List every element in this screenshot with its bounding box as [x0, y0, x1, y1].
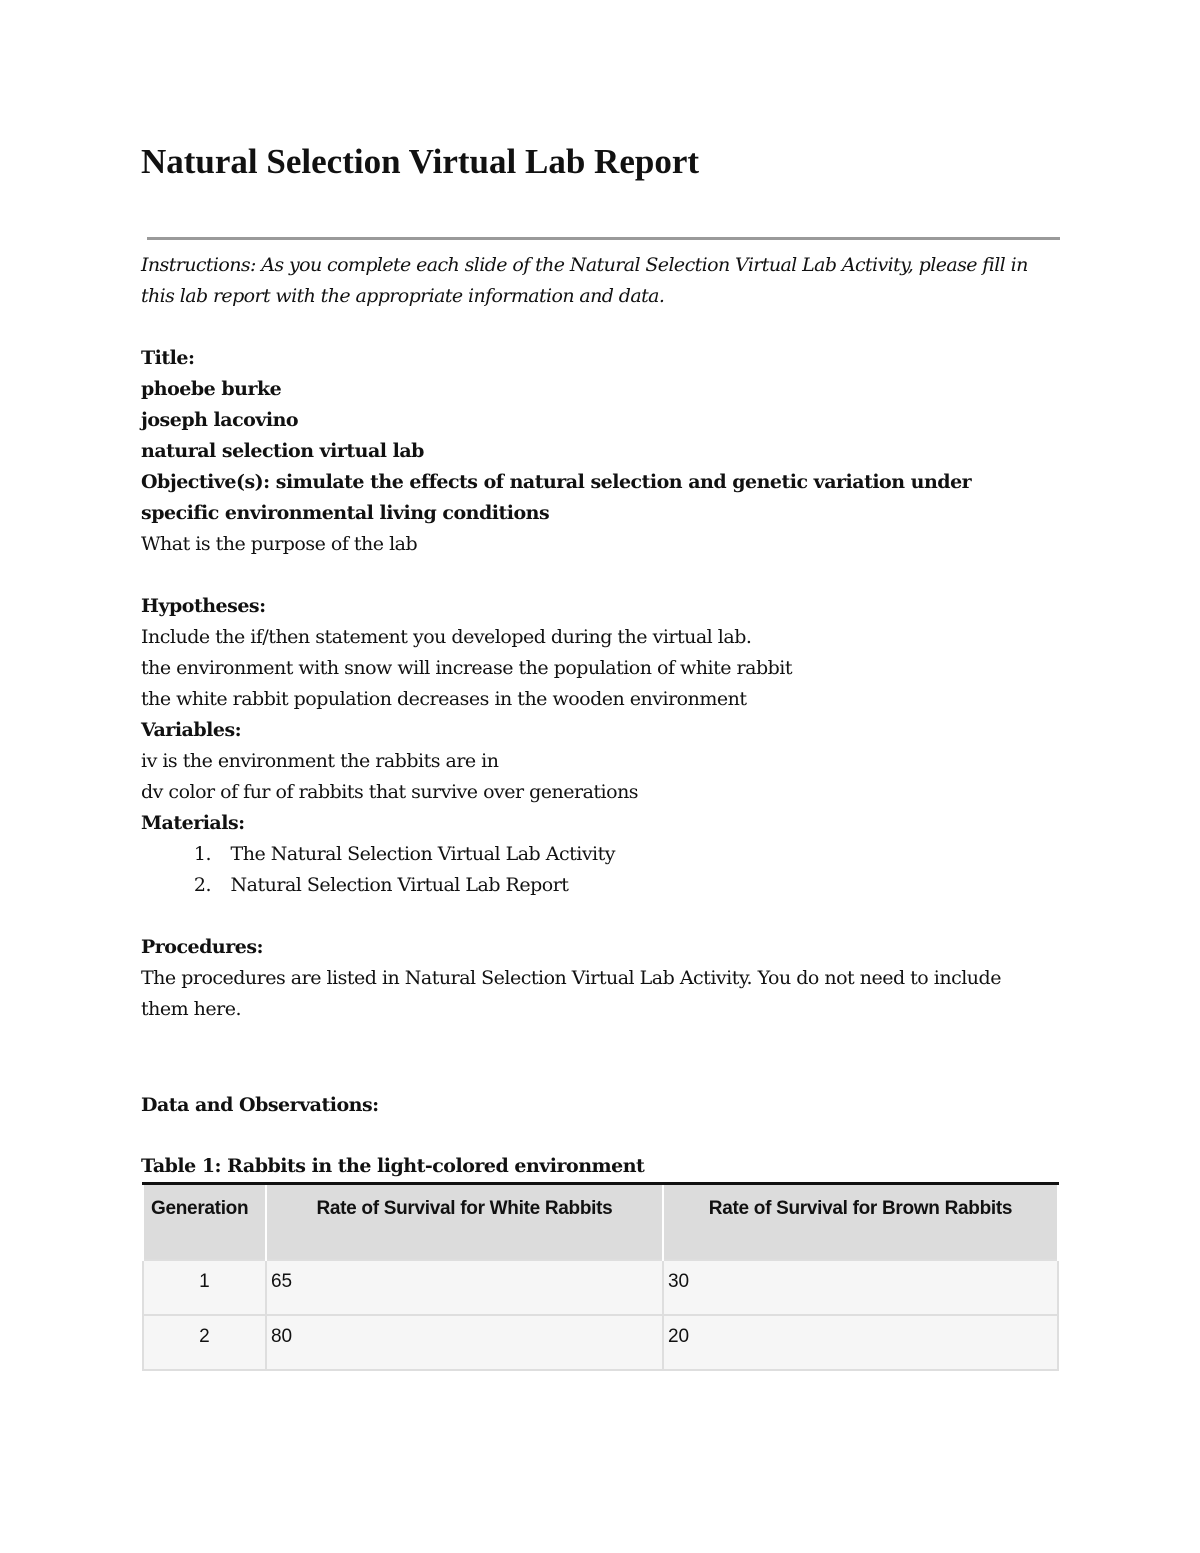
generation-cell: 2 [143, 1315, 266, 1370]
generation-cell: 1 [143, 1260, 266, 1315]
instructions-text: Instructions: As you complete each slide of the Natural Selection Virtual Lab Activity, please fill in this lab report with the appropriate information and data. [141, 254, 1028, 307]
objective-prompt: What is the purpose of the lab [141, 533, 418, 555]
spacer [141, 560, 1053, 591]
column-header-brown-rabbits: Rate of Survival for Brown Rabbits [663, 1184, 1058, 1260]
list-item-text: Natural Selection Virtual Lab Report [230, 874, 569, 896]
student-name-1: phoebe burke [141, 378, 282, 400]
lab-title-value: natural selection virtual lab [141, 440, 424, 462]
document-title: Natural Selection Virtual Lab Report [141, 142, 700, 181]
column-header-generation: Generation [143, 1184, 266, 1260]
procedures-label: Procedures: [141, 936, 264, 958]
spacer [141, 901, 1053, 932]
list-item-number: 2. [193, 874, 211, 896]
list-item-number: 1. [193, 843, 211, 865]
hypotheses-label: Hypotheses: [141, 595, 266, 617]
rabbits-survival-table [142, 1182, 1059, 1371]
brown-survival-cell: 30 [663, 1260, 1058, 1315]
hypothesis-2: the white rabbit population decreases in the wooden environment [141, 688, 747, 710]
table-row [143, 1260, 1058, 1315]
hypotheses-prompt: Include the if/then statement you developed during the virtual lab. [141, 626, 752, 648]
materials-list [141, 839, 1053, 901]
title-label: Title: [141, 347, 195, 369]
column-header-white-rabbits: Rate of Survival for White Rabbits [266, 1184, 663, 1260]
data-observations-heading: Data and Observations: [141, 1094, 379, 1116]
title-divider [147, 237, 1060, 240]
student-name-2: joseph lacovino [141, 409, 299, 431]
variable-independent: iv is the environment the rabbits are in [141, 750, 499, 772]
variable-dependent: dv color of fur of rabbits that survive over generations [141, 781, 639, 803]
brown-survival-cell: 20 [663, 1315, 1058, 1370]
report-body [141, 343, 1053, 1025]
materials-label: Materials: [141, 812, 245, 834]
white-survival-cell: 65 [266, 1260, 663, 1315]
hypothesis-1: the environment with snow will increase the population of white rabbit [141, 657, 792, 679]
list-item [141, 870, 1053, 901]
list-item-text: The Natural Selection Virtual Lab Activity [230, 843, 616, 865]
table-caption: Table 1: Rabbits in the light-colored environment [141, 1155, 645, 1177]
variables-label: Variables: [141, 719, 242, 741]
white-survival-cell: 80 [266, 1315, 663, 1370]
table-row [143, 1315, 1058, 1370]
procedures-text: The procedures are listed in Natural Selection Virtual Lab Activity. You do not need to include them here. [141, 967, 1001, 1020]
list-item [141, 839, 1053, 870]
table-header-row [143, 1184, 1058, 1260]
objective-text: Objective(s): simulate the effects of natural selection and genetic variation under specific environmental living conditions [141, 471, 972, 524]
